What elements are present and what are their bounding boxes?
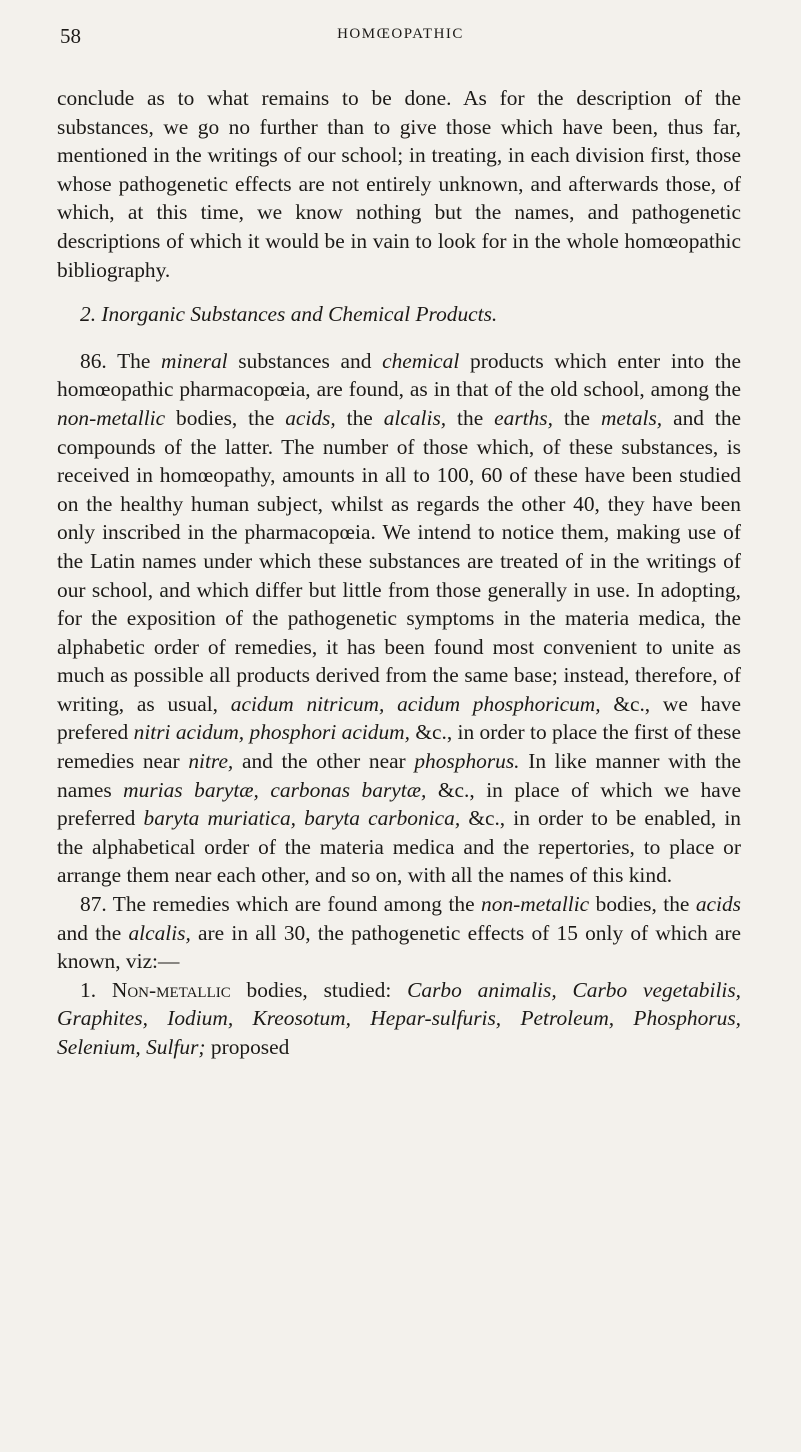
- page-number: 58: [60, 24, 81, 48]
- term-murias: murias barytæ, carbonas barytæ,: [123, 777, 427, 802]
- item-number: 1.: [80, 977, 112, 1002]
- term-acids: acids,: [285, 405, 336, 430]
- term-alcalis: alcalis,: [128, 920, 191, 945]
- text-run: products which enter into the homœopathic pharmacopœia, are found, as in that of the old school, among the: [57, 348, 741, 402]
- list-item-non-metallic: [57, 976, 741, 1062]
- text-run: are in all 30, the pathogenetic effects of 15 only of which are known, viz:—: [57, 920, 741, 974]
- text-run: bodies, the: [165, 405, 286, 430]
- text-run: the: [446, 405, 495, 430]
- text-run: &c., in order to be enabled, in the alphabetical order of the materia medica and the repertories, to place or arrange them near each other, and so on, with all the names of this kind.: [57, 806, 741, 888]
- text-run: and the: [57, 920, 129, 945]
- paragraph-intro: conclude as to what remains to be done. As for the description of the substances, we go no further than to give those which have been, thus far, mentioned in the writings of our school; in treating, in each division first, those whose pathogenetic effects are not entirely unknown, and afterwards those, of which, at this time, we know nothing but the names, and pathogenetic descriptions of which it would be in vain to look for in the whole homœopathic bibliography.: [57, 86, 741, 282]
- body-text: [57, 84, 741, 1062]
- term-metals: metals,: [600, 405, 663, 430]
- running-head: [60, 24, 741, 50]
- item-label: Non-metallic: [111, 977, 231, 1002]
- section-number: 2.: [80, 302, 97, 327]
- term-non-metallic: non-metallic: [481, 892, 590, 917]
- paragraph-86: [57, 347, 741, 890]
- running-title: HOMŒOPATHIC: [337, 26, 464, 42]
- text-run: and the compounds of the latter. The number of those which, of these substances, is received in homœopathy, amounts in all to 100, 60 of these have been studied on the healthy human subject, whilst as regards the other 40, they have been only inscribed in the pharmacopœia. We intend to notice them, making use of the Latin names under which these substances are treated of in the writings of our school, and which differ but little from those generally in use. In adopting, for the exposition of the pathogenetic symptoms in the materia medica, the alphabetic order of remedies, it has been found most convenient to unite as much as possible all products derived from the same base; instead, therefore, of writing, as usual,: [57, 405, 742, 716]
- term-alcalis: alcalis,: [383, 405, 447, 430]
- term-non-metallic: non-metallic: [57, 405, 166, 430]
- text-run: 87. The remedies which are found among the: [80, 892, 482, 917]
- text-run: bodies, studied:: [230, 977, 408, 1002]
- text-run: 86. The: [80, 348, 162, 373]
- section-heading: [80, 300, 741, 329]
- text-run: substances and: [227, 348, 383, 373]
- text-run: and the other near: [233, 749, 415, 774]
- term-phosphorus: phosphorus.: [414, 749, 520, 774]
- text-run: &c., we have prefered: [57, 691, 741, 745]
- term-nitri-acidum: nitri acidum, phosphori acidum,: [133, 720, 410, 745]
- text-run: bodies, the: [589, 892, 696, 917]
- term-baryta: baryta muriatica, baryta carbonica,: [143, 806, 461, 831]
- text-run: the: [552, 405, 601, 430]
- term-acidum-nitricum: acidum nitricum, acidum phosphoricum,: [230, 691, 601, 716]
- remedy-names: Carbo animalis, Carbo vegetabilis, Graphites, Iodium, Kreosotum, Hepar-sulfuris, Petroleum, Phosphorus, Selenium, Sulfur;: [57, 977, 742, 1059]
- term-earths: earths,: [494, 405, 553, 430]
- section-title: Inorganic Substances and Chemical Products.: [101, 302, 498, 327]
- text-run: &c., in order to place the first of these remedies near: [57, 720, 742, 774]
- term-mineral: mineral: [161, 348, 228, 373]
- term-acids: acids: [695, 892, 741, 917]
- term-chemical: chemical: [382, 348, 460, 373]
- text-run: In like manner with the names: [57, 749, 742, 802]
- text-run: the: [335, 405, 384, 430]
- text-run: &c., in place of which we have preferred: [57, 777, 741, 831]
- text-run: proposed: [205, 1035, 290, 1059]
- paragraph-87: [57, 890, 741, 976]
- term-nitre: nitre,: [188, 749, 234, 774]
